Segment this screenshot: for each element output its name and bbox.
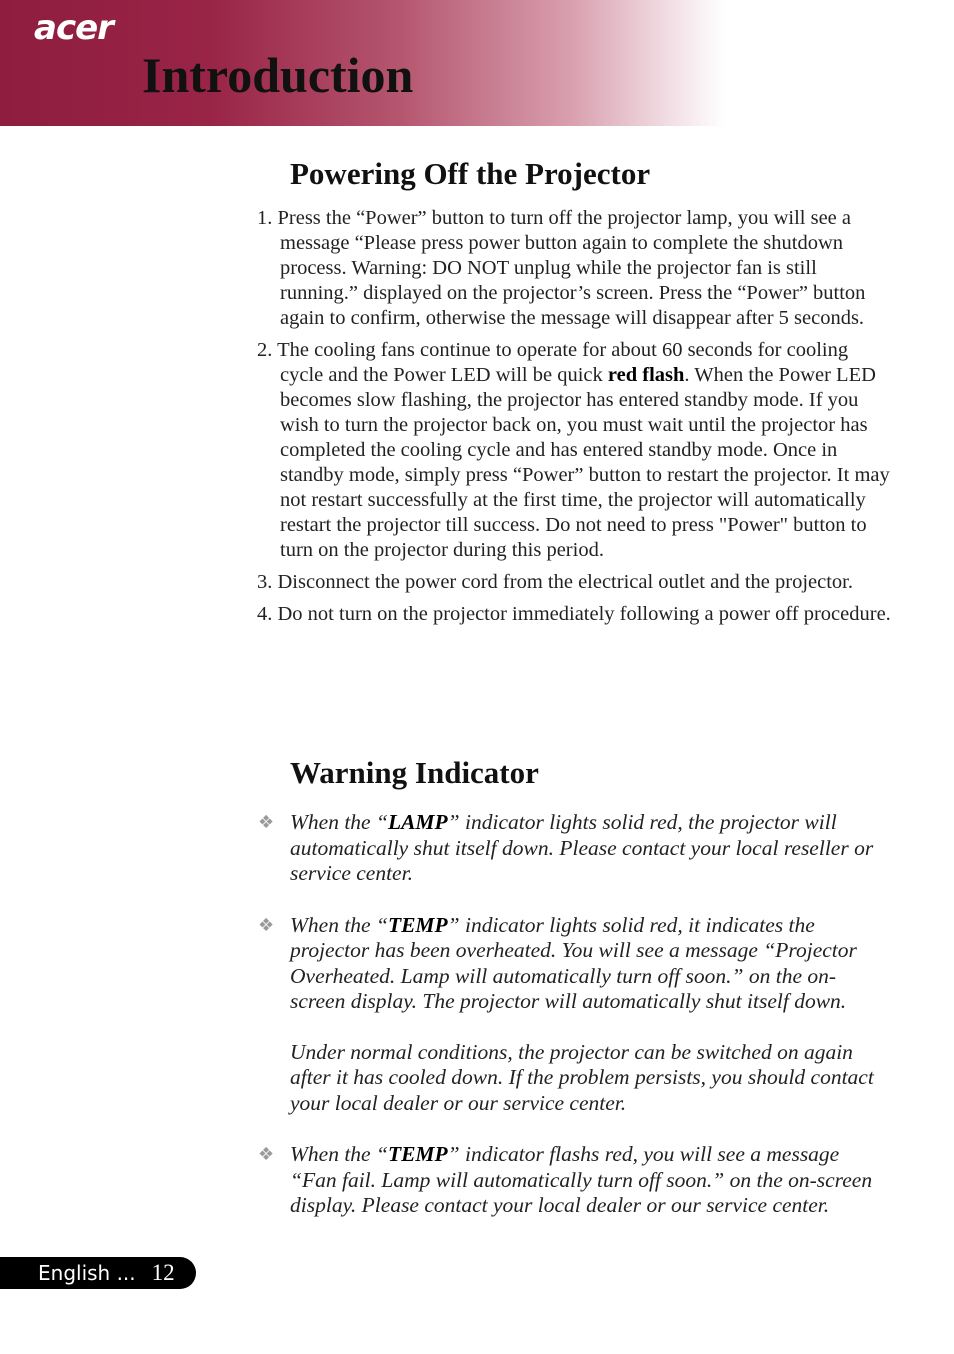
warning-list (258, 810, 888, 1245)
page-footer (0, 1257, 196, 1289)
page-title: Introduction (142, 47, 414, 103)
warning-item-temp-solid: ❖ When the “TEMP” indicator lights solid red, it indicates the projector has been overheated. You will see a message “Projector Overheated. Lamp will automatically turn off soon.” on the on-screen display. The projector will automatically shut itself down. Under normal conditions, the projector can be switched on again after it has cooled down. If the problem persists, you should contact your local dealer or our service center. (258, 913, 888, 1117)
red-flash-emphasis: red flash (607, 364, 685, 386)
step-item: 2. The cooling fans continue to operate for about 60 seconds for cooling cycle and the Power LED will be quick red flash. When the Power LED becomes slow flashing, the projector has entered standby mode. If you wish to turn the projector back on, you must wait until the projector has completed the cooling cycle and has entered standby mode. Once in standby mode, simply press “Power” button to restart the projector. It may not restart successfully at the first time, the projector will automatically restart the projector till success. Do not need to press "Power" button to turn on the projector during this period. (257, 339, 890, 561)
powering-off-steps (257, 206, 891, 634)
diamond-bullet-icon: ❖ (258, 812, 275, 833)
step-item: 4. Do not turn on the projector immediately following a power off procedure. (257, 603, 891, 625)
warning-item-temp-flash: ❖ When the “TEMP” indicator flashs red, you will see a message “Fan fail. Lamp will automatically turn off soon.” on the on-screen display. Please contact your local dealer or our service center. (258, 1142, 873, 1217)
footer-language: English ... (38, 1261, 136, 1285)
diamond-bullet-icon: ❖ (258, 914, 275, 936)
warning-note: Under normal conditions, the projector can be switched on again after it has cooled down. If the problem persists, you should contact your local dealer or our service center. (290, 1039, 874, 1115)
step-item: 3. Disconnect the power cord from the electrical outlet and the projector. (257, 571, 853, 593)
step-item: 1. Press the “Power” button to turn off the projector lamp, you will see a message “Please press power button again to complete the shutdown process. Warning: DO NOT unplug while the projector fan is still running.” displayed on the projector’s screen. Press the “Power” button again to confirm, otherwise the message will disappear after 5 seconds. (257, 207, 866, 329)
acer-logo: acer (34, 8, 113, 48)
section-heading-powering-off: Powering Off the Projector (290, 156, 651, 191)
header-banner (0, 0, 954, 126)
diamond-bullet-icon: ❖ (258, 1144, 275, 1165)
warning-item-lamp: ❖ When the “LAMP” indicator lights solid red, the projector will automatically shut itself down. Please contact your local reseller or service center. (258, 810, 874, 885)
page-number: 12 (151, 1260, 175, 1285)
section-heading-warning-indicator: Warning Indicator (290, 755, 539, 790)
